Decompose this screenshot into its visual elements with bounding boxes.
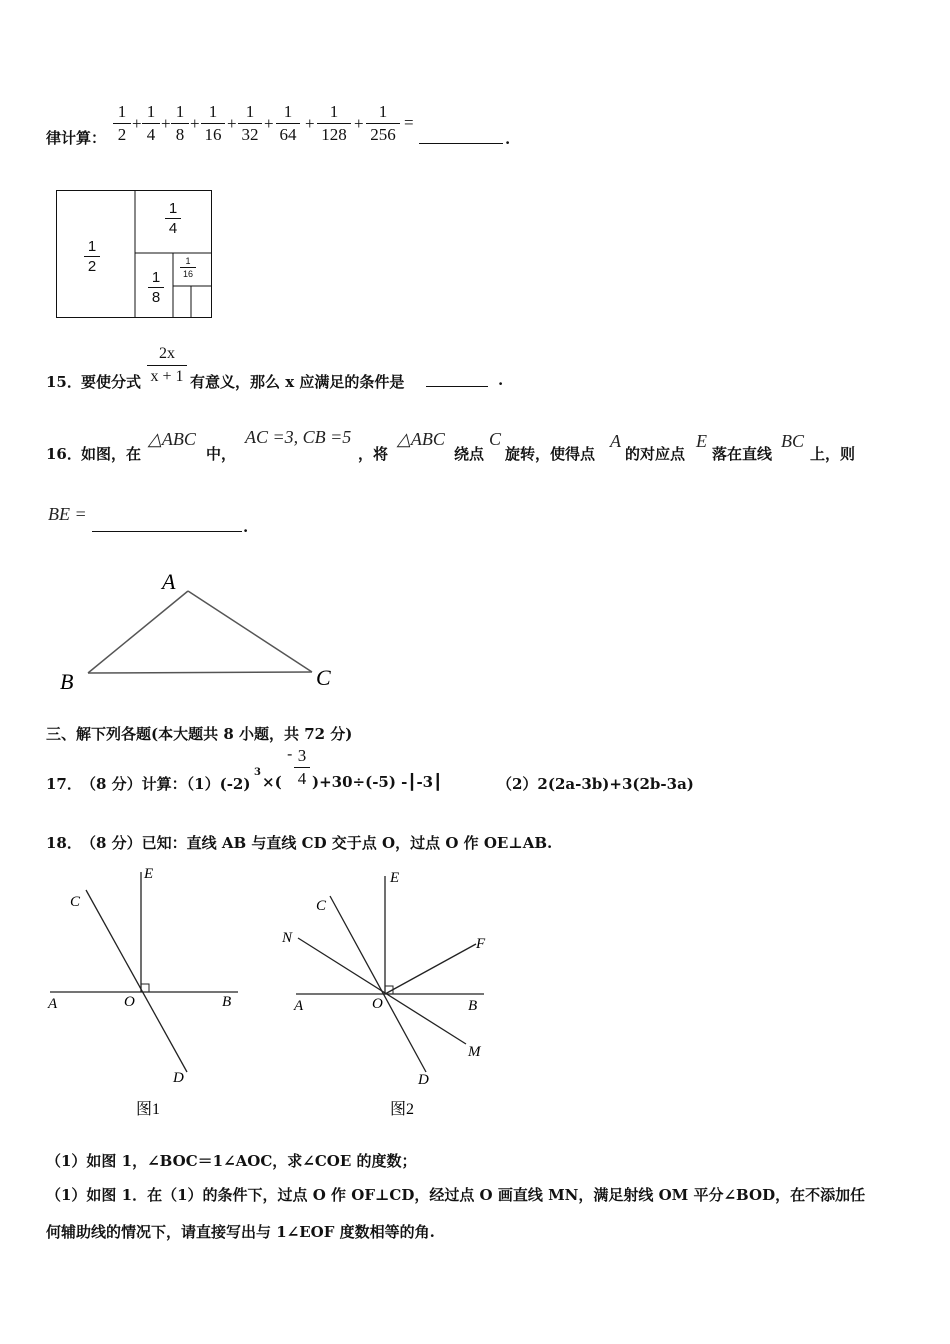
q14-fraction: 1 256: [366, 102, 400, 145]
plus-sign: +: [305, 114, 315, 133]
q16-point-c: C: [489, 429, 502, 449]
q16-point-a: A: [610, 431, 621, 451]
q16-text: ，将: [358, 445, 389, 463]
q14-fraction: 1 64: [276, 102, 300, 145]
q17-part2: （2）2(2a-3b)+3(2b-3a): [497, 775, 694, 793]
q15-fraction: 2x x + 1: [147, 344, 187, 387]
plus-sign: +: [227, 114, 237, 133]
label-one-half: 1 2: [84, 238, 100, 275]
q16-line-bc: BC: [781, 431, 805, 451]
label-a: A: [294, 998, 304, 1014]
label-o: O: [124, 994, 135, 1010]
q14-fraction: 1 2: [113, 102, 131, 145]
q14-fraction: 1 128: [317, 102, 351, 145]
answer-blank: [92, 531, 242, 532]
label-b: B: [468, 998, 478, 1014]
plus-sign: +: [190, 114, 200, 133]
figure-2: [280, 860, 510, 1120]
plus-sign: +: [264, 114, 274, 133]
q17-negative: -: [287, 744, 293, 763]
plus-sign: +: [354, 114, 364, 133]
label-d: D: [173, 1070, 184, 1086]
vertex-label-c: C: [316, 665, 331, 690]
figure-caption: 图2: [390, 1101, 415, 1118]
plus-sign: +: [161, 114, 171, 133]
label-c: C: [316, 898, 327, 914]
label-b: B: [222, 994, 232, 1010]
q16-text: 旋转，使得点: [505, 445, 596, 463]
label-one-eighth: 1 8: [148, 269, 164, 306]
q16-condition: AC =3, CB =5: [245, 427, 352, 447]
triangle-figure: [50, 565, 350, 695]
end-mark: .: [505, 130, 511, 148]
section-title: 三、解下列各题(本大题共 8 小题，共 72 分): [46, 725, 353, 743]
q17-exponent: 3: [254, 767, 261, 778]
q15-text-after: 有意义，那么 x 应满足的条件是: [190, 373, 405, 391]
label-f: F: [476, 936, 486, 952]
vertex-label-b: B: [60, 669, 74, 694]
end-mark: .: [243, 518, 249, 536]
q17-times: ×(: [262, 773, 282, 791]
q16-be-label: BE =: [48, 504, 87, 524]
q17-rest: )+30÷(-5) -┃-3┃: [312, 773, 443, 791]
label-c: C: [70, 894, 81, 910]
q16-point-e: E: [696, 431, 707, 451]
q16-text: 的对应点: [625, 445, 686, 463]
q16-text: 如图，在: [81, 445, 142, 463]
label-one-quarter: 1 4: [165, 200, 181, 237]
label-d: D: [418, 1072, 429, 1088]
q14-fraction: 1 16: [201, 102, 225, 145]
q18-sub2-line2: 何辅助线的情况下，请直接写出与 1∠EOF 度数相等的角.: [46, 1223, 435, 1241]
figure-caption: 图1: [136, 1101, 161, 1118]
q15-number: 15．: [46, 373, 82, 391]
q16-number: 16．: [46, 445, 82, 463]
q17-fraction: 3 4: [294, 746, 310, 789]
figure-1: [40, 860, 260, 1120]
label-n: N: [282, 930, 293, 946]
vertex-label-a: A: [162, 569, 176, 594]
q17-lead: （8 分）计算：（1）(-2): [81, 775, 251, 793]
q15-text-before: 要使分式: [81, 373, 142, 391]
square-diagram: [56, 190, 212, 318]
q14-lead-text: 律计算：: [46, 129, 107, 147]
q18-stem: （8 分）已知：直线 AB 与直线 CD 交于点 O，过点 O 作 OE⊥AB.: [81, 834, 553, 852]
q16-text: 落在直线: [712, 445, 773, 463]
equals-sign: =: [404, 113, 414, 132]
end-mark: .: [498, 371, 504, 389]
label-one-sixteenth: 1 16: [180, 256, 196, 279]
label-m: M: [468, 1044, 481, 1060]
label-e: E: [390, 870, 400, 886]
q14-fraction: 1 4: [142, 102, 160, 145]
q18-sub1: （1）如图 1，∠BOC＝1∠AOC，求∠COE 的度数；: [46, 1152, 417, 1170]
label-o: O: [372, 996, 383, 1012]
q16-triangle: △ABC: [148, 429, 196, 449]
answer-blank: [419, 143, 503, 144]
q14-fraction: 1 8: [171, 102, 189, 145]
q17-number: 17．: [46, 775, 82, 793]
q16-text: 绕点: [454, 445, 485, 463]
q18-number: 18．: [46, 834, 82, 852]
answer-blank: [426, 386, 488, 387]
q16-triangle: △ABC: [397, 429, 445, 449]
label-a: A: [48, 996, 58, 1012]
plus-sign: +: [132, 114, 142, 133]
q16-text: 上，则: [810, 445, 856, 463]
q18-sub2-line1: （1）如图 1．在（1）的条件下，过点 O 作 OF⊥CD，经过点 O 画直线 MN，满足射线 OM 平分∠BOD，在不添加任: [46, 1186, 866, 1204]
label-e: E: [144, 866, 154, 882]
q16-text: 中，: [206, 445, 237, 463]
q14-fraction: 1 32: [238, 102, 262, 145]
